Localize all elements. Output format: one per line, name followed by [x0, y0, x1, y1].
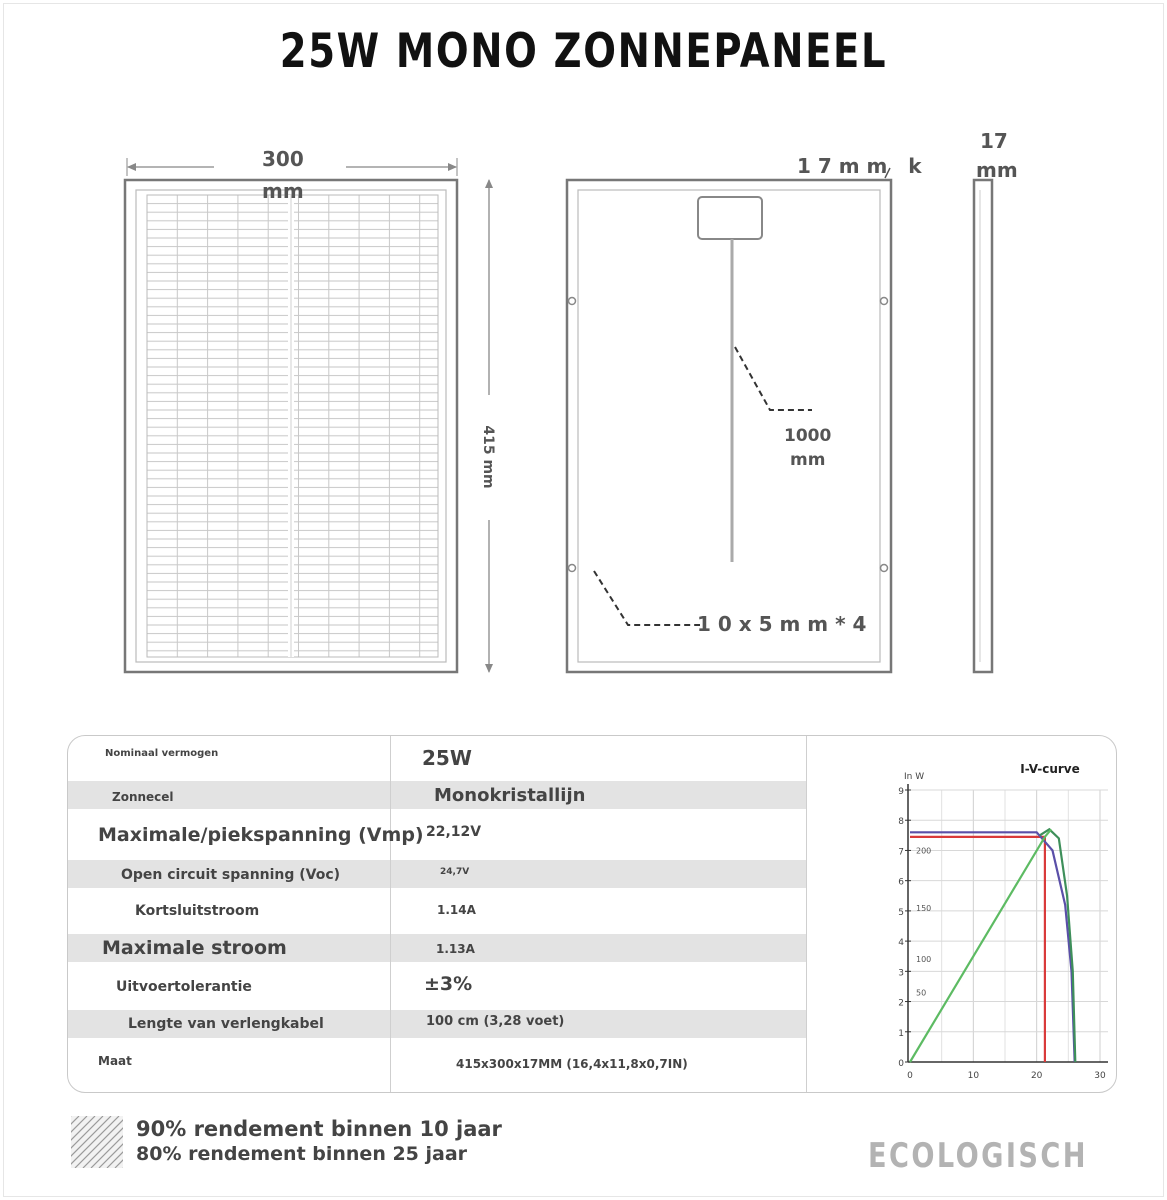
chart-title: I-V-curve [1020, 762, 1080, 776]
height-dimension-label: 415 mm [480, 425, 496, 489]
cable-length-value: 1000 [784, 426, 832, 446]
spec-value-size: 415x300x17MM (16,4x11,8x0,7IN) [456, 1057, 688, 1071]
spec-value-vmp: 22,12V [426, 824, 482, 840]
y-tick-label: 9 [898, 787, 904, 797]
front-view [125, 158, 493, 673]
width-dimension-unit: mm [262, 179, 304, 203]
hatched-swatch [71, 1116, 123, 1168]
page-title: 25W MONO ZONNEPANEEL [279, 24, 888, 79]
y-tick-label: 4 [898, 938, 904, 949]
spec-value-voc: 24,7V [440, 867, 470, 877]
y-tick-label: 2 [898, 998, 904, 1009]
back-view [567, 168, 891, 672]
power-tick-label: 50 [916, 988, 927, 998]
y-tick-label: 7 [898, 847, 904, 858]
spec-table [67, 735, 1117, 1093]
spec-label-cable-length: Lengte van verlengkabel [128, 1016, 324, 1032]
warranty-line-25-years: 80% rendement binnen 25 jaar [136, 1143, 468, 1165]
spec-label-voc: Open circuit spanning (Voc) [121, 867, 341, 883]
spec-label-size: Maat [98, 1054, 132, 1068]
y-tick-label: 1 [898, 1028, 904, 1039]
spec-label-vmp: Maximale/piekspanning (Vmp) [98, 824, 424, 846]
spec-label-nominal-power: Nominaal vermogen [105, 748, 219, 759]
width-dimension-value: 300 [262, 147, 304, 171]
side-view [974, 180, 992, 672]
y-tick-label: 0 [898, 1059, 904, 1069]
depth-side-unit: mm [976, 158, 1018, 182]
x-tick-label: 0 [907, 1071, 913, 1081]
cable-length-unit: mm [790, 450, 826, 470]
spec-value-max-current: 1.13A [436, 942, 475, 956]
x-tick-label: 10 [967, 1071, 980, 1081]
spec-label-short-circuit-current: Kortsluitstroom [135, 903, 260, 919]
spec-value-short-circuit-current: 1.14A [437, 903, 476, 917]
power-tick-label: 100 [916, 955, 932, 965]
power-tick-label: 150 [916, 903, 932, 913]
spec-label-tolerance: Uitvoertolerantie [116, 979, 252, 995]
column-divider [390, 736, 391, 1092]
spec-label-cell-type: Zonnecel [112, 790, 174, 804]
warranty-line-10-years: 90% rendement binnen 10 jaar [136, 1117, 502, 1141]
power-tick-label: 200 [916, 846, 932, 856]
series-line [910, 829, 1051, 1062]
y-tick-label: 8 [898, 817, 904, 828]
x-tick-label: 30 [1094, 1071, 1106, 1081]
x-tick-label: 20 [1030, 1071, 1043, 1081]
y-tick-label: 3 [898, 968, 904, 979]
spec-value-cell-type: Monokristallijn [434, 785, 586, 806]
depth-back-label: 1 7 m m k [797, 154, 922, 178]
spec-label-max-current: Maximale stroom [102, 937, 287, 959]
spec-value-nominal-power: 25W [422, 746, 472, 770]
series-line [910, 832, 1075, 1062]
spec-value-cable-length: 100 cm (3,28 voet) [426, 1014, 565, 1029]
y-tick-label: 5 [898, 907, 904, 918]
iv-curve-chart [808, 736, 1117, 1092]
depth-side-value: 17 [980, 129, 1008, 153]
ecological-label: ECOLOGISCH [868, 1136, 1088, 1176]
spec-value-tolerance: ±3% [424, 973, 473, 995]
y-tick-label: 6 [898, 877, 904, 888]
chart-y-label: In W [904, 772, 925, 782]
mounting-holes-label: 1 0 x 5 m m * 4 [697, 612, 867, 636]
chart-divider [806, 736, 807, 1092]
